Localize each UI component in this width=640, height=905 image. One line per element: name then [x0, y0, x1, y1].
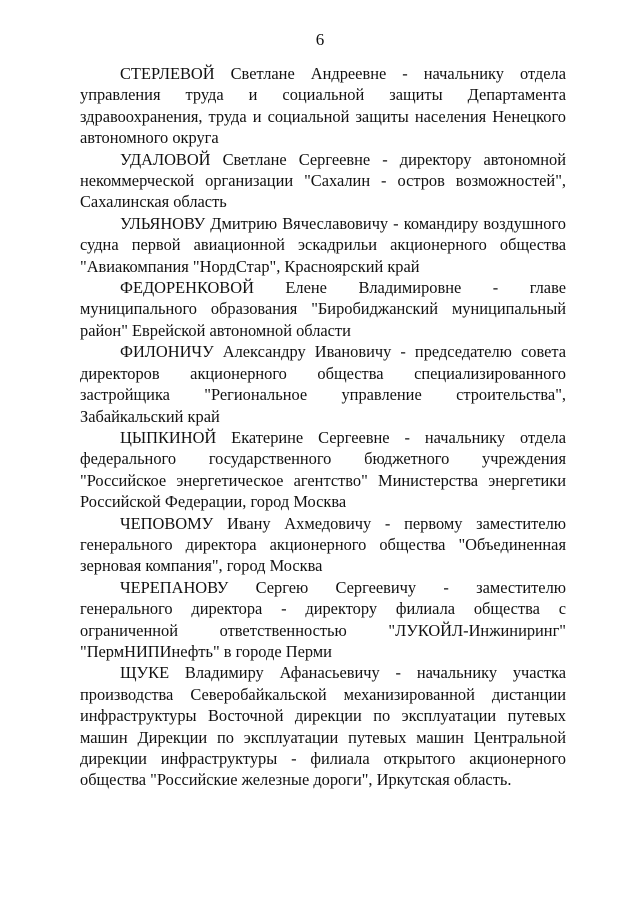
list-item: СТЕРЛЕВОЙ Светлане Андреевне - начальнику отдела управления труда и социальной защиты Департамента здравоохранения, труда и социальной защиты населения Ненецкого автономного округа [80, 64, 566, 148]
page-number: 6 [315, 30, 325, 49]
list-item: УДАЛОВОЙ Светлане Сергеевне - директору автономной некоммерческой организации "Сахалин - остров возможностей", Сахалинская область [80, 149, 566, 212]
list-item: ФИЛОНИЧУ Александру Ивановичу - председателю совета директоров акционерного общества специализированного застройщика "Региональное управление строительства", Забайкальский край [80, 342, 566, 426]
list-item: ЦЫПКИНОЙ Екатерине Сергеевне - начальнику отдела федерального государственного бюджетного учреждения "Российское энергетическое агентство" Министерства энергетики Российской Федерации, город Москва [80, 427, 566, 512]
list-item: ЧЕРЕПАНОВУ Сергею Сергеевичу - заместителю генерального директора - директору филиала общества с ограниченной ответственностью "ЛУКОЙЛ-Инжиниринг" "ПермНИПИнефть" в городе Перми [80, 577, 566, 661]
list-item: ФЕДОРЕНКОВОЙ Елене Владимировне - главе муниципального образования "Биробиджанский муниципальный район" Еврейской автономной области [80, 278, 566, 340]
list-item: УЛЬЯНОВУ Дмитрию Вячеславовичу - командиру воздушного судна первой авиационной эскадрильи акционерного общества "Авиакомпания "НордСтар", Красноярский край [80, 213, 566, 276]
award-list [80, 63, 566, 791]
list-item: ЧЕПОВОМУ Ивану Ахмедовичу - первому заместителю генерального директора акционерного общества "Объединенная зерновая компания", город Москва [80, 513, 566, 576]
list-item: ЩУКЕ Владимиру Афанасьевичу - начальнику участка производства Северобайкальской механизированной дистанции инфраструктуры Восточной дирекции по эксплуатации путевых машин Дирекции по эксплуатации путевых машин Центральной дирекции инфраструктуры - филиала открытого акционерного общества "Российские железные дороги", Иркутская область. [80, 663, 566, 790]
